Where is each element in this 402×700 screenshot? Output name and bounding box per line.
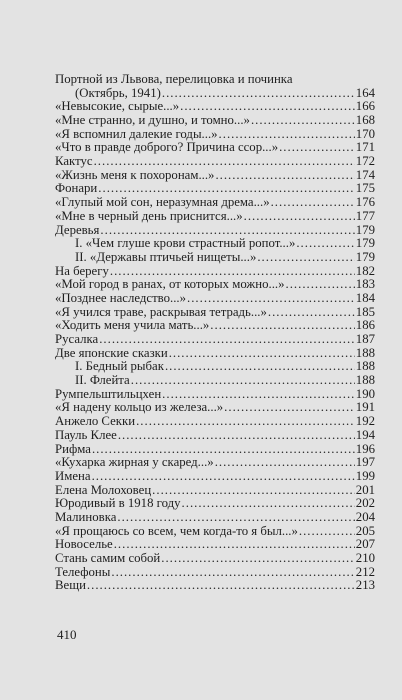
toc-entry-page: 190	[355, 386, 375, 401]
toc-leader-dots	[180, 100, 355, 114]
toc-entry-title: Русалка	[55, 333, 99, 347]
toc-leader-dots	[110, 265, 355, 279]
toc-entry-page: 174	[355, 167, 375, 182]
toc-entry	[55, 525, 375, 539]
toc-entry-page: 175	[355, 181, 375, 196]
toc-entry	[55, 278, 375, 292]
toc-entry-title: Имена	[55, 469, 91, 483]
toc-entry-title: На берегу	[55, 264, 109, 278]
toc-entry-page: 185	[355, 304, 375, 319]
toc-entry	[55, 511, 375, 525]
toc-leader-dots	[99, 333, 355, 347]
toc-entry	[55, 402, 375, 416]
toc-leader-dots	[215, 169, 354, 183]
toc-entry-title: «Жизнь меня к похоронам...»	[55, 168, 215, 182]
toc-entry-title: Кактус	[55, 155, 93, 169]
toc-entry-page: 213	[355, 578, 375, 593]
toc-entry-title: Вещи	[55, 579, 86, 593]
toc-entry	[55, 196, 375, 210]
toc-leader-dots	[257, 251, 354, 265]
toc-entry-page: 170	[355, 126, 375, 141]
toc-entry-title: «Я учился траве, раскрывая тетрадь...»	[55, 305, 267, 319]
toc-leader-dots	[215, 456, 355, 470]
toc-entry-title: Стань самим собой	[55, 552, 161, 566]
toc-entry	[55, 566, 375, 580]
toc-entry	[55, 114, 375, 128]
toc-entry	[55, 155, 375, 169]
toc-entry	[55, 183, 375, 197]
toc-entry-title: Елена Молоховец	[55, 483, 152, 497]
toc-entry-page: 164	[355, 85, 375, 100]
toc-entry-title: II. «Державы птичьей нищеты...»	[75, 250, 257, 264]
toc-entry-page: 207	[355, 537, 375, 552]
toc-entry-title: «Кухарка жирная у скаред...»	[55, 456, 214, 470]
toc-entry-title: «Я надену кольцо из железа...»	[55, 401, 224, 415]
toc-leader-dots	[92, 443, 355, 457]
toc-entry-title: Анжело Секки	[55, 415, 136, 429]
toc-entry	[55, 141, 375, 155]
toc-leader-dots	[118, 429, 355, 443]
toc-leader-dots	[87, 579, 355, 593]
toc-entry	[55, 374, 375, 388]
toc-leader-dots	[187, 292, 355, 306]
toc-entry-title: «Глупый мой сон, неразумная дрема...»	[55, 196, 270, 210]
toc-entry-page: 186	[355, 318, 375, 333]
toc-entry-title: «Мой город в ранах, от которых можно...»	[55, 278, 285, 292]
toc-entry-page: 197	[355, 455, 375, 470]
toc-entry-title: «Позднее наследство...»	[55, 291, 187, 305]
toc-entry	[55, 497, 375, 511]
toc-entry-page: 191	[355, 400, 375, 415]
toc-entry-title: «Я прощаюсь со всем, чем когда-то я был...»	[55, 524, 298, 538]
toc-entry	[55, 347, 375, 361]
toc-entry-page: 188	[355, 373, 375, 388]
toc-entry-page: 201	[355, 482, 375, 497]
toc-leader-dots	[98, 182, 355, 196]
toc-leader-dots	[117, 511, 354, 525]
toc-entry-page: 199	[355, 468, 375, 483]
toc-entry	[55, 292, 375, 306]
toc-leader-dots	[169, 347, 355, 361]
toc-entry-title: «Мне странно, и душно, и томно...»	[55, 114, 250, 128]
toc-entry-page: 205	[355, 523, 375, 538]
toc-entry-title: Юродивый в 1918 году	[55, 497, 181, 511]
toc-entry-page: 210	[355, 551, 375, 566]
toc-entry-page: 176	[355, 195, 375, 210]
toc-entry-title: Деревья	[55, 223, 100, 237]
toc-entry	[55, 251, 375, 265]
toc-entry-title: Телефоны	[55, 565, 111, 579]
toc-leader-dots	[286, 278, 355, 292]
toc-entry	[55, 360, 375, 374]
toc-entry-title: «Ходить меня учила мать...»	[55, 319, 210, 333]
toc-entry-title: I. «Чем глуше крови страстный ропот...»	[75, 237, 296, 251]
toc-entry-title: «Мне в черный день приснится...»	[55, 209, 243, 223]
toc-entry	[55, 579, 375, 593]
toc-leader-dots	[92, 470, 355, 484]
toc-entry-page: 172	[355, 154, 375, 169]
toc-entry	[55, 237, 375, 251]
toc-leader-dots	[296, 237, 354, 251]
toc-entry	[55, 210, 375, 224]
toc-entry-page: 188	[355, 359, 375, 374]
toc-leader-dots	[182, 497, 355, 511]
toc-leader-dots	[224, 401, 355, 415]
toc-leader-dots	[162, 388, 355, 402]
toc-entry-title: II. Флейта	[75, 374, 130, 388]
page-number: 410	[57, 627, 77, 642]
toc-entry	[55, 73, 375, 87]
toc-leader-dots	[100, 224, 354, 238]
toc-entry-page: 187	[355, 332, 375, 347]
toc-entry-title: «Я вспомнил далекие годы...»	[55, 127, 218, 141]
toc-entry	[55, 484, 375, 498]
toc-entry	[55, 306, 375, 320]
toc-entry-page: 166	[355, 99, 375, 114]
toc-entry	[55, 100, 375, 114]
toc-entry-page: 177	[355, 208, 375, 223]
toc-entry	[55, 319, 375, 333]
toc-entry-title: Новоселье	[55, 538, 113, 552]
toc-entry	[55, 265, 375, 279]
toc-entry-page: 184	[355, 290, 375, 305]
toc-entry-page: 212	[355, 564, 375, 579]
toc-entry-title: Пауль Клее	[55, 428, 117, 442]
toc-leader-dots	[244, 210, 355, 224]
toc-entry	[55, 538, 375, 552]
toc-entry-page: 179	[355, 222, 375, 237]
toc-entry-page: 202	[355, 496, 375, 511]
toc-entry-page: 168	[355, 113, 375, 128]
toc-entry	[55, 552, 375, 566]
toc-entry	[55, 415, 375, 429]
toc-entry-page: 196	[355, 441, 375, 456]
toc-entry	[55, 443, 375, 457]
toc-leader-dots	[131, 374, 355, 388]
toc-leader-dots	[114, 538, 355, 552]
toc-entry-title: Фонари	[55, 182, 98, 196]
toc-leader-dots	[210, 319, 355, 333]
toc-entry-title: Портной из Львова, перелицовка и починка	[55, 72, 293, 86]
toc-entry-title: (Октябрь, 1941)	[75, 86, 161, 100]
toc-entry-page: 183	[355, 277, 375, 292]
toc-entry-page: 179	[355, 236, 375, 251]
toc-entry-title: «Что в правде доброго? Причина ссор...»	[55, 141, 279, 155]
toc-leader-dots	[279, 141, 355, 155]
toc-entry-page: 179	[355, 249, 375, 264]
toc-entry	[55, 87, 375, 101]
toc-entry-title: «Невысокие, сырые...»	[55, 100, 180, 114]
toc-leader-dots	[136, 415, 355, 429]
toc-entry-page: 171	[355, 140, 375, 155]
toc-entry	[55, 470, 375, 484]
toc-entry	[55, 429, 375, 443]
toc-entry-page: 182	[355, 263, 375, 278]
toc-entry	[55, 456, 375, 470]
toc-entry-page: 194	[355, 427, 375, 442]
toc-leader-dots	[94, 155, 355, 169]
toc-entry	[55, 128, 375, 142]
toc-entry-title: Румпельштильцхен	[55, 387, 162, 401]
toc-entry	[55, 333, 375, 347]
toc-entry-title: Две японские сказки	[55, 346, 168, 360]
toc-leader-dots	[299, 525, 355, 539]
toc-leader-dots	[165, 360, 355, 374]
table-of-contents	[55, 73, 375, 593]
toc-leader-dots	[251, 114, 355, 128]
toc-leader-dots	[161, 552, 355, 566]
toc-leader-dots	[271, 196, 355, 210]
toc-leader-dots	[219, 128, 355, 142]
toc-entry-page: 192	[355, 414, 375, 429]
toc-leader-dots	[162, 87, 355, 101]
toc-entry	[55, 224, 375, 238]
toc-entry	[55, 388, 375, 402]
toc-entry-page: 188	[355, 345, 375, 360]
toc-leader-dots	[152, 484, 355, 498]
toc-leader-dots	[111, 566, 354, 580]
toc-entry-page: 204	[355, 509, 375, 524]
toc-leader-dots	[268, 306, 355, 320]
toc-entry-title: Рифма	[55, 442, 91, 456]
toc-entry-title: I. Бедный рыбак	[75, 360, 164, 374]
toc-entry-title: Малиновка	[55, 510, 117, 524]
toc-entry	[55, 169, 375, 183]
